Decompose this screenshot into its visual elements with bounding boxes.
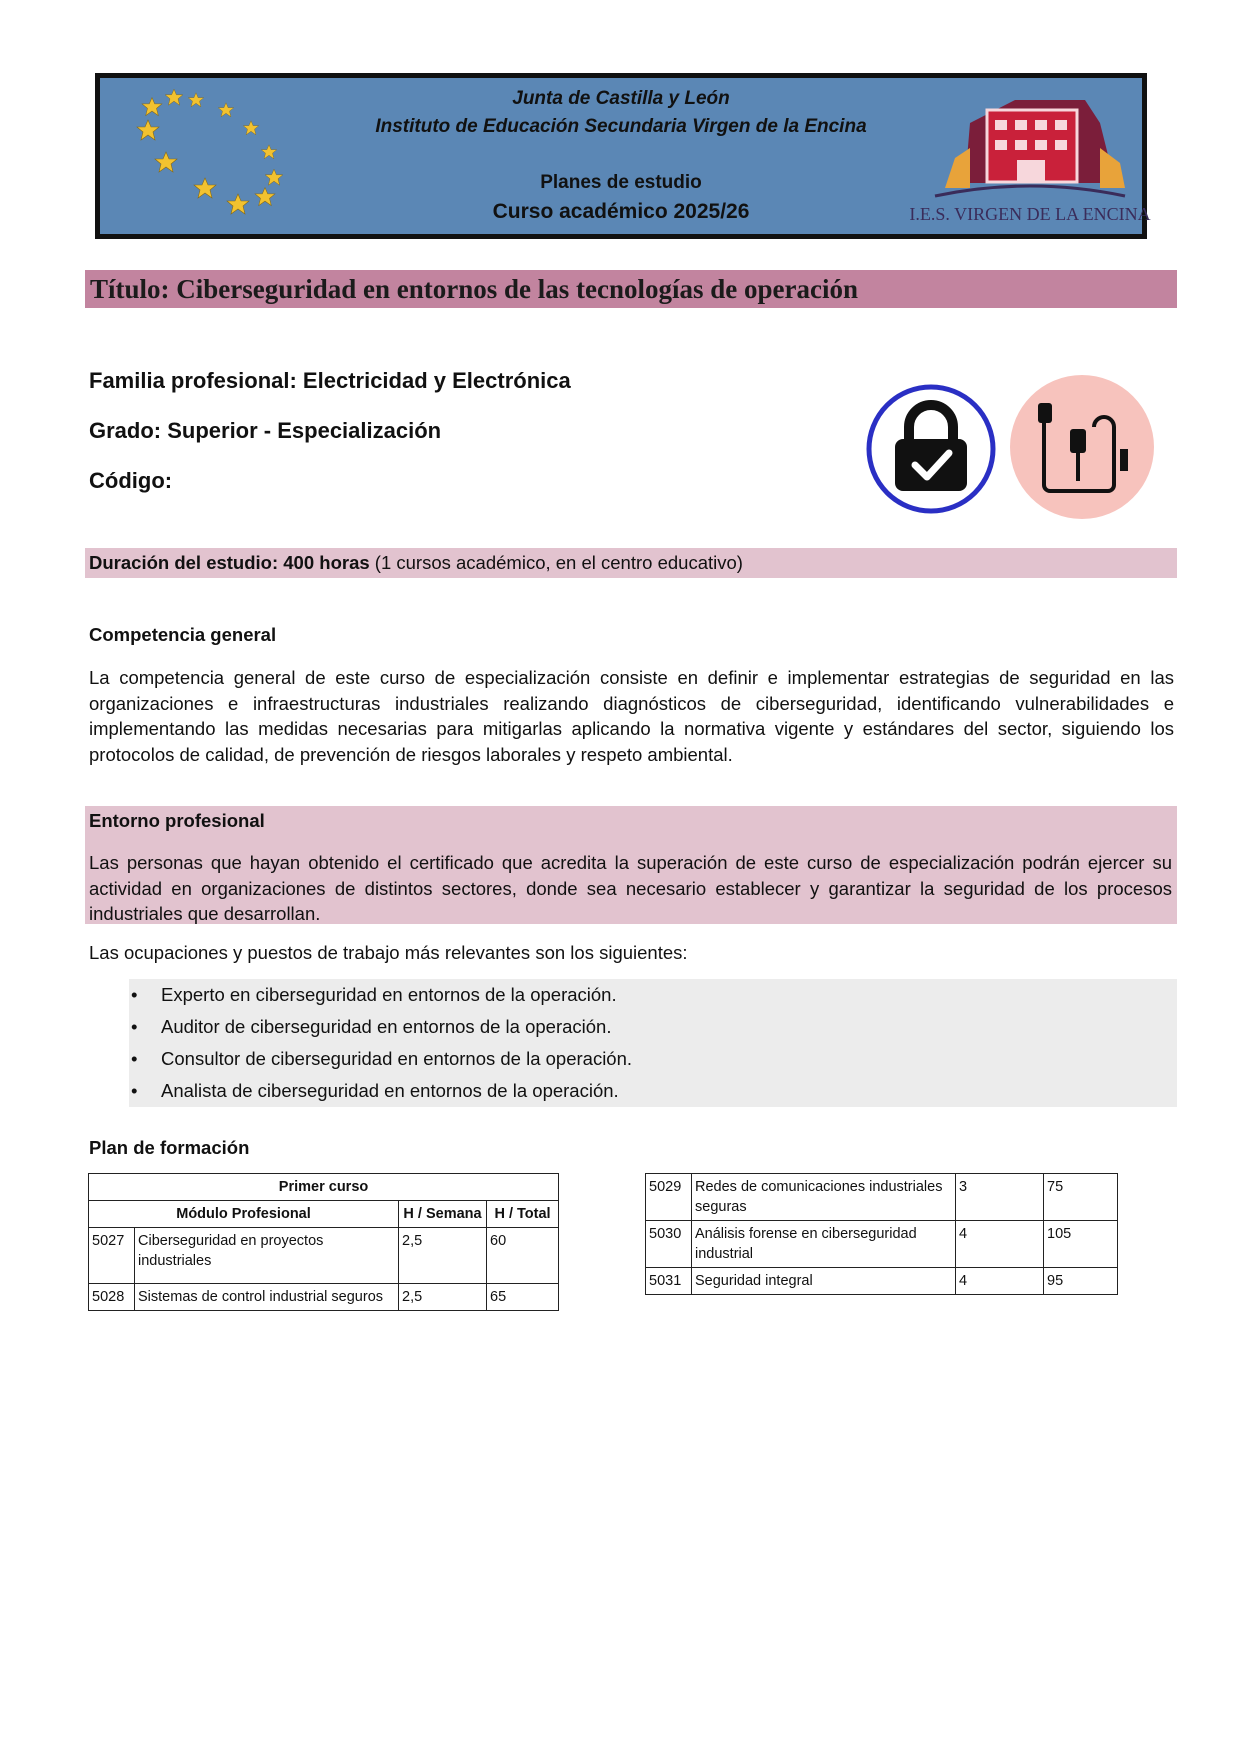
entorno-band [85, 806, 1177, 924]
module-code: 5027 [89, 1228, 135, 1284]
hours-total: 105 [1044, 1221, 1118, 1268]
familia-profesional: Familia profesional: Electricidad y Electrónica [89, 368, 571, 393]
module-name: Ciberseguridad en proyectos industriales [135, 1228, 399, 1284]
entorno-heading: Entorno profesional [89, 810, 265, 831]
page-title: Título: Ciberseguridad en entornos de las tecnologías de operación [90, 274, 858, 304]
plan-heading: Plan de formación [89, 1137, 250, 1158]
hours-week: 4 [956, 1268, 1044, 1295]
plan-table-continuation [645, 1173, 1118, 1295]
bullet: • [131, 1048, 138, 1069]
hours-week: 2,5 [399, 1228, 487, 1284]
column-header-total: H / Total [487, 1201, 559, 1228]
duracion-label: Duración del estudio: 400 horas [89, 552, 370, 573]
bullet: • [131, 984, 138, 1005]
table-header-row [89, 1201, 559, 1228]
hours-week: 2,5 [399, 1284, 487, 1311]
table-row [89, 1284, 559, 1311]
table-row [646, 1268, 1118, 1295]
module-code: 5028 [89, 1284, 135, 1311]
list-item [129, 979, 1177, 1011]
hours-total: 65 [487, 1284, 559, 1311]
header-school-line: Instituto de Educación Secundaria Virgen de la Encina [375, 116, 867, 137]
module-name: Redes de comunicaciones industriales seguras [692, 1174, 956, 1221]
ocupaciones-intro: Las ocupaciones y puestos de trabajo más relevantes son los siguientes: [89, 942, 688, 963]
header-institution-line: Junta de Castilla y León [512, 88, 730, 109]
competencia-heading: Competencia general [89, 624, 277, 645]
list-item-text: Experto en ciberseguridad en entornos de la operación. [161, 984, 617, 1005]
entorno-text: Las personas que hayan obtenido el certificado que acredita la superación de este curso de especialización podrán ejercer su actividad en organizaciones de distintos sectores, donde sea necesario establecer y garantizar la seguridad de los procesos industriales que desarrollan. [89, 852, 1172, 924]
module-code: 5031 [646, 1268, 692, 1295]
codigo: Código: [89, 468, 173, 493]
list-item [129, 1075, 1177, 1107]
hours-total: 75 [1044, 1174, 1118, 1221]
module-code: 5029 [646, 1174, 692, 1221]
header-banner [95, 73, 1151, 239]
hours-total: 60 [487, 1228, 559, 1284]
module-name: Sistemas de control industrial seguros [135, 1284, 399, 1311]
duracion-band [85, 548, 1177, 578]
column-header-semana: H / Semana [399, 1201, 487, 1228]
list-item [129, 1011, 1177, 1043]
table-row [646, 1221, 1118, 1268]
grado: Grado: Superior - Especialización [89, 418, 442, 443]
table-caption-row [89, 1174, 559, 1201]
lock-check-icon [865, 383, 997, 515]
hours-total: 95 [1044, 1268, 1118, 1295]
hours-week: 4 [956, 1221, 1044, 1268]
competencia-text: La competencia general de este curso de especialización consiste en definir e implementar estrategias de seguridad en las organizaciones e infraestructuras industriales realizando diagnósticos de ciberseguridad, identificando vulnerabilidades e implementando las medidas necesarias para mitigarlas aplicando la normativa vigente y estándares del sector, siguiendo los protocolos de calidad, de prevención de riesgos laborales y respeto ambiental. [89, 667, 1174, 765]
table-row [646, 1174, 1118, 1221]
table-caption: Primer curso [89, 1174, 559, 1201]
duracion [89, 552, 743, 574]
duracion-detail: (1 cursos académico, en el centro educativo) [369, 552, 743, 573]
bullet: • [131, 1080, 138, 1101]
plan-table-primer-curso [88, 1173, 559, 1311]
cable-connector-icon [1008, 373, 1156, 521]
ocupaciones-list [129, 979, 1177, 1107]
bullet: • [131, 1016, 138, 1037]
list-item [129, 1043, 1177, 1075]
title-bar [85, 270, 1177, 308]
school-logo [909, 88, 1151, 233]
header-plan-line: Planes de estudio [540, 172, 702, 193]
hours-week: 3 [956, 1174, 1044, 1221]
list-item-text: Consultor de ciberseguridad en entornos de la operación. [161, 1048, 633, 1069]
module-name: Análisis forense en ciberseguridad industrial [692, 1221, 956, 1268]
module-name: Seguridad integral [692, 1268, 956, 1295]
header-year-line: Curso académico 2025/26 [492, 200, 750, 223]
list-item-text: Analista de ciberseguridad en entornos de la operación. [161, 1080, 619, 1101]
table-row [89, 1228, 559, 1284]
module-code: 5030 [646, 1221, 692, 1268]
column-header-modulo: Módulo Profesional [89, 1201, 399, 1228]
list-item-text: Auditor de ciberseguridad en entornos de la operación. [161, 1016, 612, 1037]
school-logo-text: I.E.S. VIRGEN DE LA ENCINA [909, 204, 1151, 224]
